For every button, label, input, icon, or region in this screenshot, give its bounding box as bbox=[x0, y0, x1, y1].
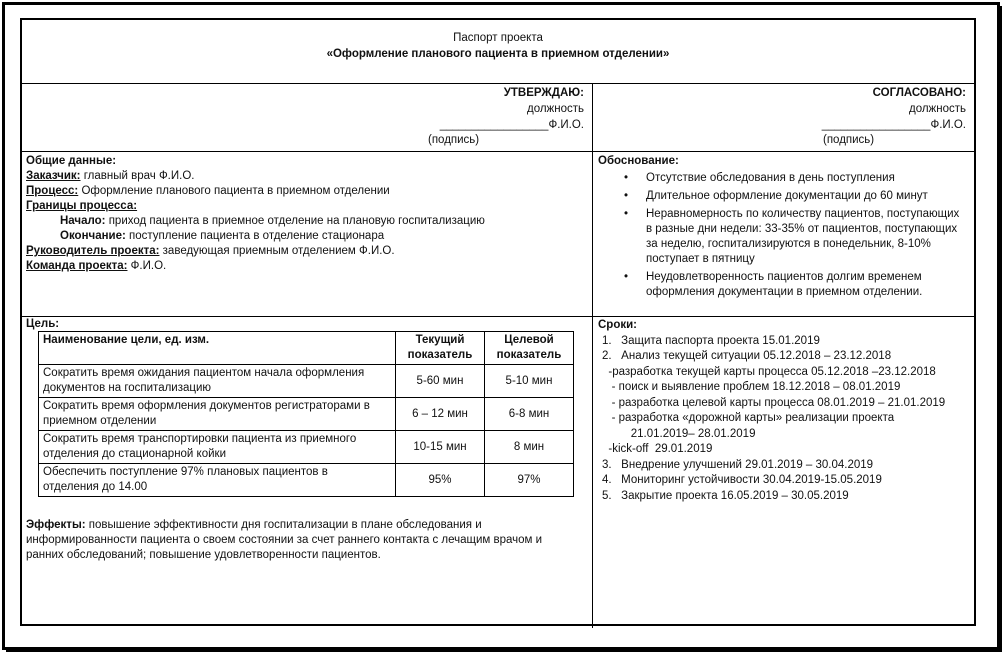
effects bbox=[26, 518, 542, 563]
approve-signature: (подпись) bbox=[428, 134, 480, 146]
general-data bbox=[26, 152, 586, 316]
terms-line: 4. Мониторинг устойчивости 30.04.2019-15.05.2019 bbox=[602, 474, 882, 486]
goal-name: Сократить время оформления документов регистраторами в приемном отделении bbox=[39, 398, 396, 431]
rationale-item-line: за неделю, госпитализируются в понедельник, 8-10% bbox=[646, 238, 931, 250]
general-heading: Общие данные: bbox=[26, 155, 117, 167]
start-label: Начало: bbox=[60, 215, 106, 227]
goals-table bbox=[38, 331, 574, 497]
agree-block bbox=[593, 84, 974, 151]
rationale-item-line: • Неудовлетворенность пациентов долгим временем bbox=[646, 271, 922, 283]
effects-line-3: ранних обследований; повышение удовлетворенности пациентов. bbox=[26, 549, 381, 561]
table-row bbox=[39, 365, 574, 398]
target-header: Целевой показатель bbox=[485, 332, 574, 365]
customer-value: главный врач Ф.И.О. bbox=[80, 170, 195, 182]
team-label: Команда проекта: bbox=[26, 260, 128, 272]
approve-block bbox=[22, 84, 592, 151]
goal-name: Обеспечить поступление 97% плановых пациентов в отделения до 14.00 bbox=[39, 464, 396, 497]
rationale-item-line: • Отсутствие обследования в день поступления bbox=[646, 172, 895, 184]
process-label: Процесс: bbox=[26, 185, 79, 197]
current-value: 95% bbox=[396, 464, 485, 497]
terms-block bbox=[598, 317, 974, 628]
rationale-item-line: в разные дни недели: 33-35% от пациентов, поступающих bbox=[646, 223, 958, 235]
rationale bbox=[598, 152, 974, 316]
terms-line: 3. Внедрение улучшений 29.01.2019 – 30.04.2019 bbox=[602, 458, 874, 471]
agree-fio: _________________Ф.И.О. bbox=[821, 119, 966, 131]
current-value: 5-60 мин bbox=[396, 365, 485, 398]
agree-heading: СОГЛАСОВАНО: bbox=[872, 87, 966, 99]
head-label: Руководитель проекта: bbox=[26, 245, 160, 257]
goal-heading: Цель: bbox=[26, 318, 60, 330]
document-title: Паспорт проекта bbox=[453, 32, 543, 44]
terms-list bbox=[598, 334, 974, 505]
terms-heading: Сроки: bbox=[598, 319, 638, 331]
terms-line: - поиск и выявление проблем 18.12.2018 – 08.01.2019 bbox=[602, 381, 901, 393]
rationale-item bbox=[646, 207, 974, 267]
target-value: 8 мин bbox=[485, 431, 574, 464]
rationale-item bbox=[646, 189, 974, 204]
table-row bbox=[39, 398, 574, 431]
start-value: приход пациента в приемное отделение на плановую госпитализацию bbox=[105, 215, 485, 227]
rationale-item bbox=[646, 270, 974, 300]
agree-signature: (подпись) bbox=[823, 134, 875, 146]
rationale-item-line: поступает в пятницу bbox=[646, 253, 755, 265]
project-name: «Оформление планового пациента в приемном отделении» bbox=[326, 48, 670, 60]
table-row bbox=[39, 431, 574, 464]
general-row bbox=[22, 152, 974, 317]
rationale-item-line: • Неравномерность по количеству пациентов, поступающих bbox=[646, 208, 960, 220]
terms-line: 1. Защита паспорта проекта 15.01.2019 bbox=[602, 334, 820, 347]
approve-position: должность bbox=[526, 103, 584, 115]
table-row bbox=[39, 464, 574, 497]
process-value: Оформление планового пациента в приемном отделении bbox=[78, 185, 390, 197]
terms-line: -kick-off 29.01.2019 bbox=[602, 443, 713, 455]
rationale-list bbox=[598, 171, 974, 300]
current-header: Текущий показатель bbox=[396, 332, 485, 365]
bounds-label: Границы процесса: bbox=[26, 200, 138, 212]
terms-line: 2. Анализ текущей ситуации 05.12.2018 – 23.12.2018 bbox=[602, 350, 892, 362]
customer-label: Заказчик: bbox=[26, 170, 81, 182]
effects-label: Эффекты: bbox=[26, 519, 86, 531]
end-label: Окончание: bbox=[60, 230, 126, 242]
terms-line: 21.01.2019– 28.01.2019 bbox=[602, 427, 756, 440]
target-value: 6-8 мин bbox=[485, 398, 574, 431]
approve-fio: _________________Ф.И.О. bbox=[439, 119, 584, 131]
terms-line: 5. Закрытие проекта 16.05.2019 – 30.05.2019 bbox=[602, 489, 849, 502]
end-value: поступление пациента в отделение стационара bbox=[125, 230, 385, 242]
approval-row bbox=[22, 84, 974, 152]
rationale-item bbox=[646, 171, 974, 186]
goal-block bbox=[22, 317, 592, 628]
target-value: 97% bbox=[485, 464, 574, 497]
title-row bbox=[22, 20, 974, 84]
goals-table-header bbox=[39, 332, 574, 365]
goal-row bbox=[22, 317, 974, 628]
current-value: 6 – 12 мин bbox=[396, 398, 485, 431]
effects-line-2: информированности пациента о своем состоянии за счет раннего контакта с лечащим врачом и bbox=[26, 534, 543, 546]
rationale-heading: Обоснование: bbox=[598, 155, 679, 167]
goal-name: Сократить время транспортировки пациента из приемного отделения до стационарной койки bbox=[39, 431, 396, 464]
goal-name: Сократить время ожидания пациентом начала оформления документов на госпитализацию bbox=[39, 365, 396, 398]
rationale-item-line: оформления документации в приемном отделении. bbox=[646, 286, 923, 298]
goal-name-header: Наименование цели, ед. изм. bbox=[39, 332, 396, 365]
current-value: 10-15 мин bbox=[396, 431, 485, 464]
rationale-item-line: • Длительное оформление документации до 60 минут bbox=[646, 190, 928, 202]
terms-line: - разработка целевой карты процесса 08.01.2019 – 21.01.2019 bbox=[602, 396, 946, 409]
agree-position: должность bbox=[908, 103, 966, 115]
head-value: заведующая приемным отделением Ф.И.О. bbox=[159, 245, 395, 257]
team-value: Ф.И.О. bbox=[127, 260, 167, 272]
terms-line: -разработка текущей карты процесса 05.12.2018 –23.12.2018 bbox=[602, 365, 936, 378]
project-passport-document bbox=[20, 18, 976, 626]
target-value: 5-10 мин bbox=[485, 365, 574, 398]
terms-line: - разработка «дорожной карты» реализации проекта bbox=[602, 412, 895, 424]
approve-heading: УТВЕРЖДАЮ: bbox=[503, 87, 584, 99]
effects-line-1: повышение эффективности дня госпитализации в плане обследования и bbox=[85, 519, 482, 531]
